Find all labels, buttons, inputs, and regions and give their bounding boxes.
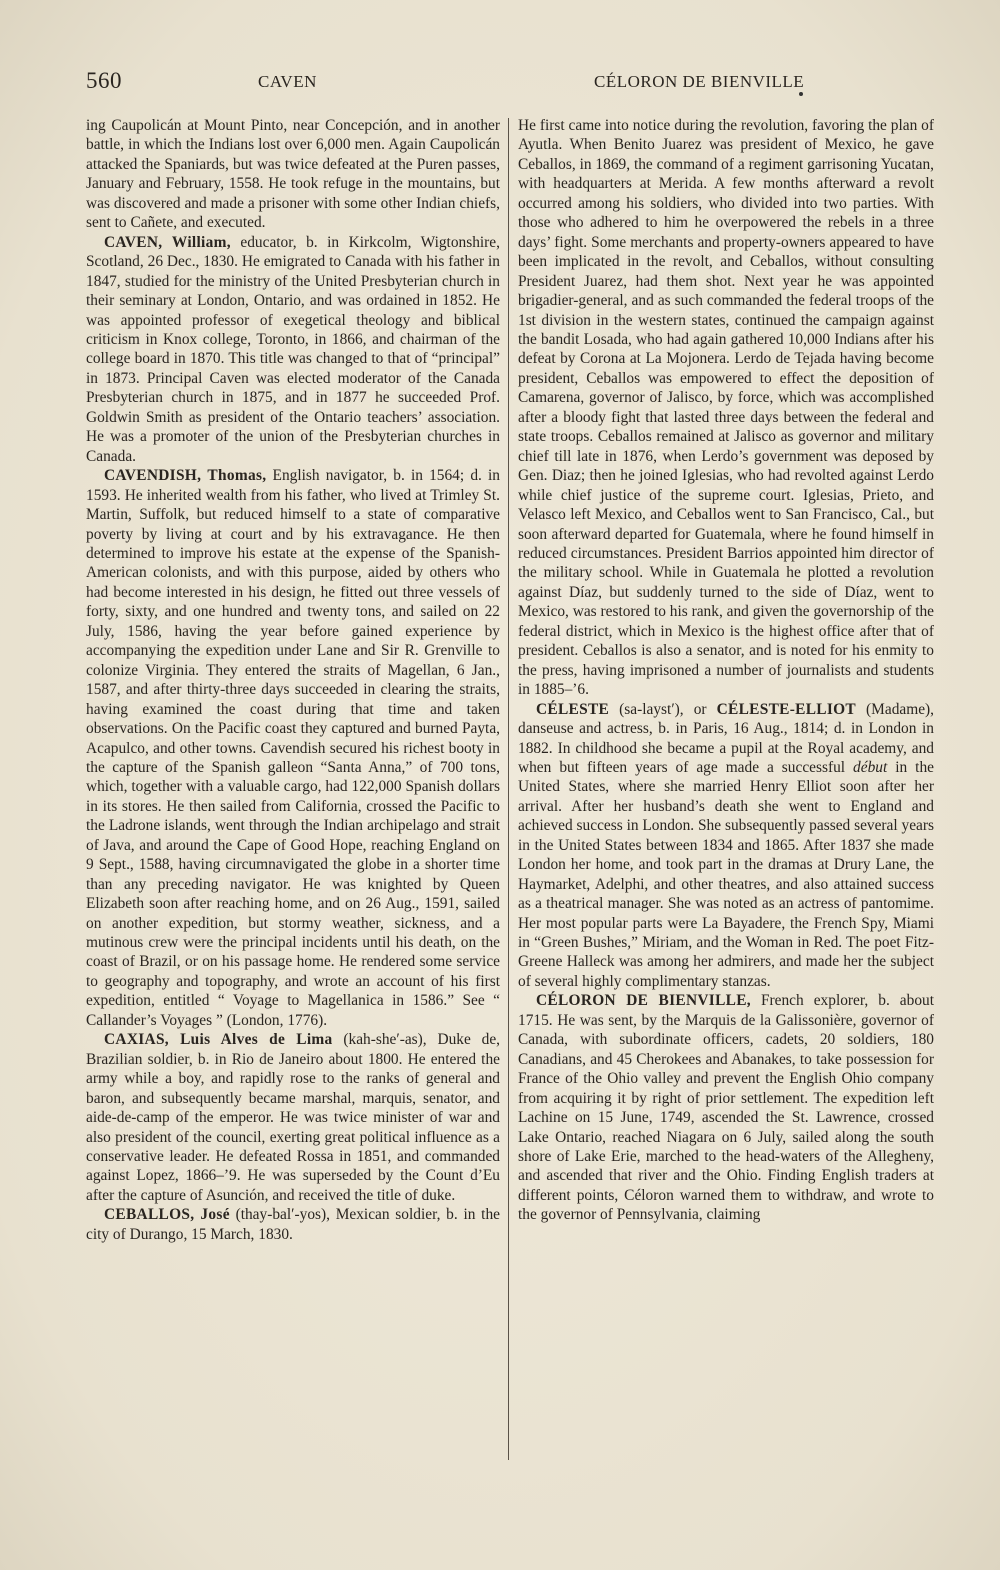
headword-celeste-elliot: CÉLESTE-ELLIOT [716, 700, 856, 718]
headword-cavendish: CAVENDISH, Thomas, [104, 467, 267, 485]
headword-celeste: CÉLESTE [536, 700, 610, 718]
page-number: 560 [86, 68, 122, 93]
left-column [86, 116, 500, 1244]
headword-caxias: CAXIAS, Luis Alves de Lima [104, 1031, 333, 1049]
entry-celeste [518, 700, 934, 992]
entry-cavendish-text: English navigator, b. in 1564; d. in 1593. He inherited wealth from his father, who lived at Trimley St. Martin, Suffolk, but reduced himself to a state of comparative poverty by living at court and by his extravagance. He then determined to improve his estate at the expense of the Spanish-American colonists, and with this purpose, aided by others who had become interested in his design, he fitted out three vessels of forty, sixty, and one hundred and twenty tons, and sailed on 22 July, 1586, having the year before gained experience by accompanying the expedition under Lane and Sir R. Grenville to colonize Virginia. They entered the straits of Magellan, 6 Jan., 1587, and after thirty-three days succeeded in clearing the straits, having examined the coast during that time and taken observations. On the Pacific coast they captured and burned Payta, Acapulco, and other towns. Cavendish secured his richest booty in the capture of the Spanish galleon “Santa Anna,” of 700 tons, which, together with a valuable cargo, had 122,000 Spanish dollars in its stores. He then sailed from California, crossed the Pacific to the Ladrone islands, went through the Indian archipelago and strait of Java, and around the Cape of Good Hope, reaching England on 9 Sept., 1588, having circumnavigated the globe in a shorter time than any preceding navigator. He was knighted by Queen Elizabeth soon after reaching home, and on 26 Aug., 1591, sailed on another expedition, but stormy weather, sickness, and a mutinous crew were the principal incidents until his death, on the coast of Brazil, or on his passage home. He rendered some service to geography and topography, and wrote an account of his first expedition, entitled “ Voyage to Magellanica in 1586.” See “ Callander’s Voyages ” (London, 1776). [86, 467, 500, 1029]
entry-caxias [86, 1030, 500, 1205]
entry-ceballos [86, 1205, 500, 1244]
headword-ceballos: CEBALLOS, José [104, 1206, 230, 1224]
entry-celeste-text-1: (sa-layst′), or [609, 700, 717, 718]
entry-caxias-text: (kah-she′-as), Duke de, Brazilian soldier, b. in Rio de Janeiro about 1800. He entered the army while a boy, and rapidly rose to the ranks of general and baron, and subsequently became marshal, marquis, senator, and aide-de-camp of the emperor. He was twice minister of war and also president of the council, exerting great political influence as a conservative leader. He defeated Rossa in 1851, and commanded against Lopez, 1866–’9. He was superseded by the Count d’Eu after the capture of Asunción, and received the title of duke. [86, 1031, 500, 1204]
headword-celoron: CÉLORON DE BIENVILLE, [536, 992, 751, 1010]
entry-ceballos-text: (thay-bal′-yos), Mexican soldier, b. in the city of Durango, 15 March, 1830. [86, 1206, 500, 1243]
entry-celeste-text-3: in the United States, where she married Henry Elliot soon after her arrival. After her husband’s death she went to England and achieved success in London. She subsequently passed several years in the United States between 1834 and 1865. After 1837 she made London her home, and took part in the dramas at Drury Lane, the Haymarket, Adelphi, and other theatres, and also attained success as a theatrical manager. She was noted as an actress of pantomime. Her most popular parts were La Bayadere, the French Spy, Miami in “Green Bushes,” Miriam, and the Woman in Red. The poet Fitz-Greene Halleck was among her admirers, and made her the subject of several highly complimentary stanzas. [518, 758, 934, 990]
entry-cavendish [86, 466, 500, 1030]
right-column [518, 116, 934, 1225]
entry-celoron-text: French explorer, b. about 1715. He was sent, by the Marquis de la Galissonière, governor of Canada, with subordinate officers, cadets, 20 soldiers, 180 Canadians, and 45 Cherokees and Abanakes, to take possession for France of the Ohio valley and prevent the English Ohio company from acquiring it by right of prior settlement. The expedition left Lachine on 15 June, 1749, ascended the St. Lawrence, crossed Lake Ontario, reached Niagara on 6 July, sailed along the south shore of Lake Erie, marched to the head-waters of the Allegheny, and ascended that river and the Ohio. Finding English traders at different points, Céloron warned them to withdraw, and wrote to the governor of Pennsylvania, claiming [518, 992, 935, 1224]
column-divider [508, 118, 509, 1460]
entry-celoron [518, 991, 934, 1224]
headword-caven: CAVEN, William, [104, 233, 231, 251]
header-dot-mark [799, 92, 803, 96]
entry-celeste-debut: début [853, 758, 888, 776]
left-running-head: CAVEN [258, 72, 317, 91]
ceballos-continuation: He first came into notice during the revolution, favoring the plan of Ayutla. When Benito Juarez was president of Mexico, he gave Ceballos, in 1869, the command of a regiment garrisoning Yucatan, with headquarters at Merida. A few months afterward a revolt occurred among his soldiers, who divided into two parties. With those who adhered to him he overpowered the rebels in a three days’ fight. Some merchants and property-owners appeared to have been implicated in the revolt, and Ceballos, without consulting President Juarez, had them shot. Next year he was appointed brigadier-general, and as such commanded the federal troops of the 1st division in the western states, continued the campaign against the bandit Losada, who had again gathered 10,000 Indians after his defeat by Corona at La Mojonera. Lerdo de Tejada having become president, Ceballos was empowered to effect the deposition of Camarena, governor of Jalisco, by force, which was accomplished after a bloody fight that lasted three days between the federal and state troops. Ceballos remained at Jalisco as governor and military chief till late in 1876, when Lerdo’s government was deposed by Gen. Diaz; then he joined Iglesias, who had revolted against Lerdo while chief justice of the supreme court. Iglesias, Prieto, and Velasco left Mexico, and Ceballos went to San Francisco, Cal., but soon afterward departed for Guatemala, where he found himself in reduced circumstances. President Barrios appointed him director of the military school. While in Guatemala he plotted a revolution against Díaz, but suddenly turned to the side of Díaz, went to Mexico, was restored to his rank, and given the governorship of the federal district, which in Mexico is the highest office after that of president. Ceballos is also a senator, and is noted for his enmity to the press, having imprisoned a number of journalists and students in 1885–’6. [518, 117, 934, 699]
entry-caven [86, 233, 500, 466]
page-header [86, 66, 858, 106]
entry-celeste-text-2: (Madame), danseuse and actress, b. in Paris, 16 Aug., 1814; d. in London in 1882. In childhood she became a pupil at the Royal academy, and when but fifteen years of age made a successful [518, 700, 934, 776]
right-running-head: CÉLORON DE BIENVILLE [594, 72, 805, 91]
caupolican-continuation: ing Caupolicán at Mount Pinto, near Concepción, and in another battle, in which the Indians lost over 6,000 men. Again Caupolicán attacked the Spaniards, but was twice defeated at the Puren passes, January and February, 1558. He took refuge in the mountains, but was discovered and made a prisoner with some other Indian chiefs, sent to Cañete, and executed. [86, 117, 500, 232]
entry-caven-text: educator, b. in Kirkcolm, Wigtonshire, Scotland, 26 Dec., 1830. He emigrated to Canada with his father in 1847, studied for the ministry of the United Presbyterian church in their seminary at London, Ontario, and was ordained in 1852. He was appointed professor of exegetical theology and biblical criticism in Knox college, Toronto, in 1866, and chairman of the college board in 1870. This title was changed to that of “principal” in 1873. Principal Caven was elected moderator of the Canada Presbyterian church in 1875, and in 1877 he succeeded Prof. Goldwin Smith as president of the Ontario teachers’ association. He was a promoter of the union of the Presbyterian churches in Canada. [86, 233, 500, 465]
